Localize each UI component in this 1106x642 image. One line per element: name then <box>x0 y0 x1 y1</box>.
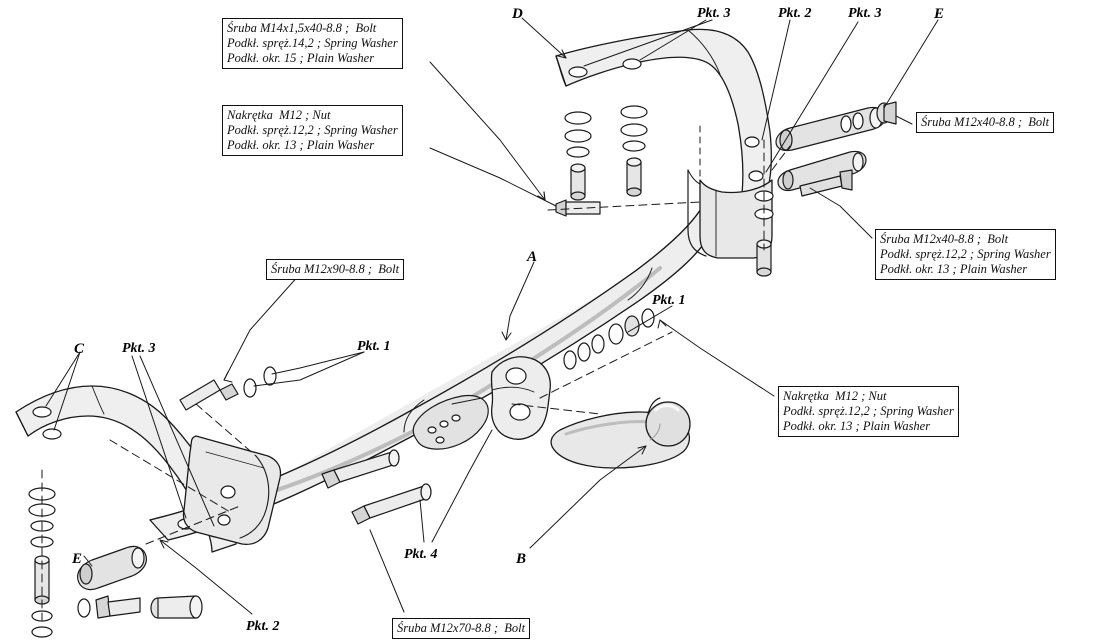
note-line: Podkł. okr. 13 ; Plain Washer <box>227 138 375 152</box>
callout-pkt3-left: Pkt. 3 <box>122 341 156 356</box>
note-line: Podkł. okr. 13 ; Plain Washer <box>880 262 1028 276</box>
callout-pkt3-top-a: Pkt. 3 <box>697 6 731 21</box>
note-right-m12x40 <box>916 112 1054 133</box>
note-line: Podkł. spręż.12,2 ; Spring Washer <box>783 404 954 418</box>
top-bolt-stack-2 <box>621 106 647 196</box>
note-line: Podkł. spręż.12,2 ; Spring Washer <box>227 123 398 137</box>
mid-clamp-plate <box>491 357 550 439</box>
callout-pkt1-right: Pkt. 1 <box>652 293 686 308</box>
callout-d: D <box>512 6 523 22</box>
left-bracket <box>16 386 281 552</box>
note-line: Podkł. okr. 15 ; Plain Washer <box>227 51 375 65</box>
callout-pkt1-left: Pkt. 1 <box>357 339 391 354</box>
callout-e-left: E <box>72 551 83 567</box>
right-bracket <box>556 29 772 258</box>
note-line: Nakrętka M12 ; Nut <box>783 389 887 403</box>
note-line: Nakrętka M12 ; Nut <box>227 108 331 122</box>
left-long-bolt <box>180 367 276 410</box>
callout-e-top: E <box>934 6 945 22</box>
top-bolt-stack-1 <box>565 112 591 200</box>
callout-b: B <box>516 551 527 567</box>
left-loose-bolts <box>78 596 202 618</box>
note-line: Podkł. okr. 13 ; Plain Washer <box>783 419 931 433</box>
note-line: Śruba M12x90-8.8 ; Bolt <box>271 262 400 276</box>
callout-c: C <box>74 341 85 357</box>
callout-pkt3-top-b: Pkt. 3 <box>848 6 882 21</box>
note-right-nut <box>778 386 959 437</box>
note-bottom-m12x70 <box>392 618 530 639</box>
note-line: Śruba M12x40-8.8 ; Bolt <box>880 232 1009 246</box>
note-top-left-2 <box>222 105 403 156</box>
note-m12x90 <box>266 259 404 280</box>
note-line: Podkł. spręż.12,2 ; Spring Washer <box>880 247 1051 261</box>
callout-pkt2-bottom: Pkt. 2 <box>246 619 280 634</box>
note-line: Podkł. spręż.14,2 ; Spring Washer <box>227 36 398 50</box>
left-sleeve <box>78 546 147 589</box>
tow-ball-assembly <box>551 398 690 468</box>
callout-pkt2-top: Pkt. 2 <box>778 6 812 21</box>
callout-pkt4: Pkt. 4 <box>404 547 438 562</box>
note-line: Śruba M14x1,5x40-8.8 ; Bolt <box>227 21 377 35</box>
note-top-left-1 <box>222 18 403 69</box>
note-line: Śruba M12x40-8.8 ; Bolt <box>921 115 1050 129</box>
note-line: Śruba M12x70-8.8 ; Bolt <box>397 621 526 635</box>
callout-a: A <box>527 249 538 265</box>
note-right-m12x40-set <box>875 229 1056 280</box>
